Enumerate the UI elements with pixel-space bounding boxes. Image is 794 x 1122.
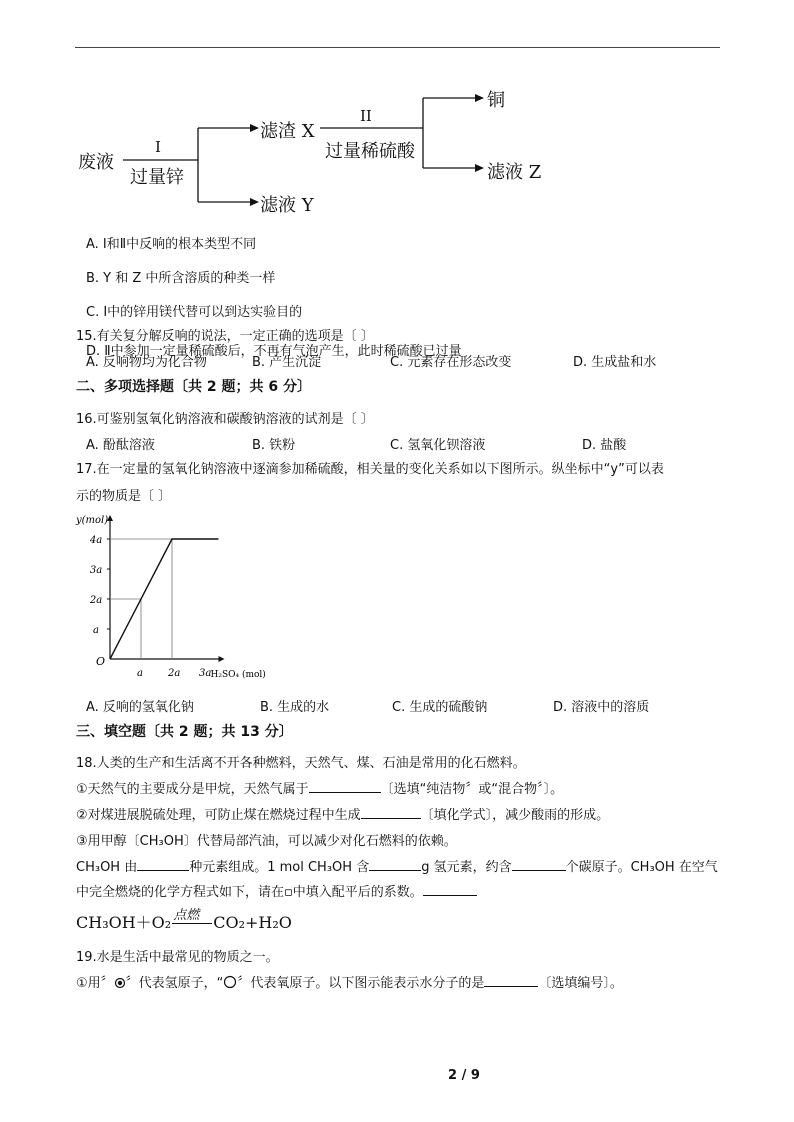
flow-filtrate-y: 滤液 Y [260, 195, 314, 216]
q18-blank-2[interactable] [361, 806, 421, 819]
flow-copper: 铜 [487, 90, 505, 111]
q18-line5-text: 中完全燃烧的化学方程式如下，请在▫中填入配平后的系数。 [76, 885, 423, 900]
flow-step1-label: 过量锌 [130, 167, 184, 188]
oxygen-atom-icon [223, 975, 237, 993]
y-axis-label: y(mol) [76, 515, 109, 526]
q14-option-d: D. Ⅱ中参加一定量稀硫酸后，不再有气泡产生，此时稀硫酸已过量 [86, 344, 462, 359]
q17-option-b: B. 生成的水 [260, 700, 330, 715]
y-tick-label: 3a [89, 565, 103, 576]
q18-part1-text-b: 〔选填“纯洁物〞或“混合物〞〕。 [380, 782, 564, 797]
q19-part1-text-a: ①用〞 [76, 976, 114, 991]
q18-line4-text-a: CH₃OH 由 [76, 860, 138, 875]
q17-option-d: D. 溶液中的溶质 [553, 700, 650, 715]
q17-option-c: C. 生成的硫酸钠 [392, 700, 488, 715]
equation-right: CO₂+H₂O [213, 913, 292, 932]
q16-option-c: C. 氢氧化钡溶液 [390, 438, 486, 453]
arrow-head-z [475, 164, 484, 172]
section-3-heading: 三、填空题〔共 2 题；共 13 分〕 [76, 724, 293, 740]
combustion-equation [76, 910, 292, 933]
q18-line4-text-d: 个碳原子。CH₃OH 在空气 [565, 860, 718, 875]
q16-option-a: A. 酚酞溶液 [86, 438, 155, 453]
q18-part1 [76, 778, 563, 797]
flow-step2-num: II [360, 107, 372, 125]
q18-part2-text-b: 〔填化学式〕，减少酸雨的形成。 [420, 808, 610, 823]
q19-part1-text-c: 〞代表氧原子。以下图示能表示水分子的是 [237, 976, 485, 991]
arrow-head-copper [475, 94, 484, 102]
q15-option-b: B. 产生沉淀 [252, 355, 322, 370]
arrow-head-x [250, 124, 259, 132]
q18-line4-text-c: g 氢元素，约含 [421, 860, 512, 875]
hydrogen-atom-icon [114, 977, 126, 993]
q18-part3: ③用甲醇〔CH₃OH〕代替局部汽油，可以减少对化石燃料的依赖。 [76, 834, 457, 849]
flow-filtrate-z: 滤液 Z [487, 162, 542, 183]
q19-blank-1[interactable] [484, 974, 538, 987]
q18-blank-3[interactable] [137, 858, 189, 871]
q18-part2-text-a: ②对煤进展脱硫处理，可防止煤在燃烧过程中生成 [76, 808, 361, 823]
q15-option-d: D. 生成盐和水 [573, 355, 657, 370]
q16-option-d: D. 盐酸 [582, 438, 627, 453]
equation-left: CH₃OH＋O₂ [76, 913, 172, 932]
q18-blank-5[interactable] [512, 858, 566, 871]
q19-part1-text-d: 〔选填编号〕。 [538, 976, 623, 991]
q16-option-b: B. 铁粉 [252, 438, 296, 453]
x-tick-label: 2a [168, 668, 181, 679]
header-rule [75, 47, 720, 48]
q18-line5 [76, 881, 477, 900]
q18-part1-text-a: ①天然气的主要成分是甲烷，天然气属于 [76, 782, 309, 797]
q14-option-b: B. Y 和 Z 中所含溶质的种类一样 [86, 271, 276, 286]
q18-part2 [76, 804, 609, 823]
flow-step1-num: I [155, 138, 161, 156]
equation-arrow [171, 908, 213, 932]
x-tick-label: a [137, 668, 143, 679]
q18-blank-4[interactable] [369, 858, 421, 871]
q15-option-a: A. 反响物均为化合物 [86, 355, 207, 370]
x-axis-label: H₂SO₄ (mol) [210, 670, 266, 680]
q18-blank-6[interactable] [423, 883, 477, 896]
flow-waste: 废液 [78, 152, 114, 173]
process-flow-diagram [75, 80, 555, 220]
q17-stem-line1: 17.在一定量的氢氧化钠溶液中逐滴参加稀硫酸，相关量的变化关系如以下图所示。纵坐标中“y”可以表 [76, 462, 664, 477]
x-axis-arrow [219, 656, 225, 662]
q15-option-c: C. 元素存在形态改变 [390, 355, 512, 370]
q19-part1 [76, 972, 623, 993]
q18-line4-text-b: 种元素组成。1 mol CH₃OH 含 [189, 860, 370, 875]
q14-option-c: C. Ⅰ中的锌用镁代替可以到达实验目的 [86, 305, 303, 320]
arrow-head-y [250, 198, 259, 206]
q19-part1-text-b: 〞代表氢原子，“ [125, 976, 224, 991]
flow-step2-label: 过量稀硫酸 [325, 141, 415, 162]
q19-stem: 19.水是生活中最常见的物质之一。 [76, 950, 279, 965]
y-tick-label: 4a [89, 535, 103, 546]
y-tick-label: 2a [89, 595, 103, 606]
q14-option-a: A. Ⅰ和Ⅱ中反响的根本类型不同 [86, 237, 257, 252]
q18-line4 [76, 856, 718, 875]
origin-label: O [96, 655, 106, 668]
y-tick-label: a [93, 625, 99, 636]
x-tick-label: 3a [199, 668, 212, 679]
q17-stem-line2: 示的物质是〔 〕 [76, 489, 172, 504]
flow-residue-x: 滤渣 X [260, 121, 315, 142]
q18-stem: 18.人类的生产和生活离不开各种燃料，天然气、煤、石油是常用的化石燃料。 [76, 756, 526, 771]
page-number: 2 / 9 [448, 1068, 480, 1083]
q17-chart [72, 512, 322, 687]
q16-stem: 16.可鉴别氢氧化钠溶液和碳酸钠溶液的试剂是〔 〕 [76, 412, 374, 427]
section-2-heading: 二、多项选择题〔共 2 题；共 6 分〕 [76, 379, 311, 395]
equation-condition: 点燃 [173, 908, 200, 923]
q17-option-a: A. 反响的氢氧化钠 [86, 700, 194, 715]
q18-blank-1[interactable] [309, 780, 381, 793]
q15-stem: 15.有关复分解反响的说法，一定正确的选项是〔 〕 [76, 329, 374, 344]
